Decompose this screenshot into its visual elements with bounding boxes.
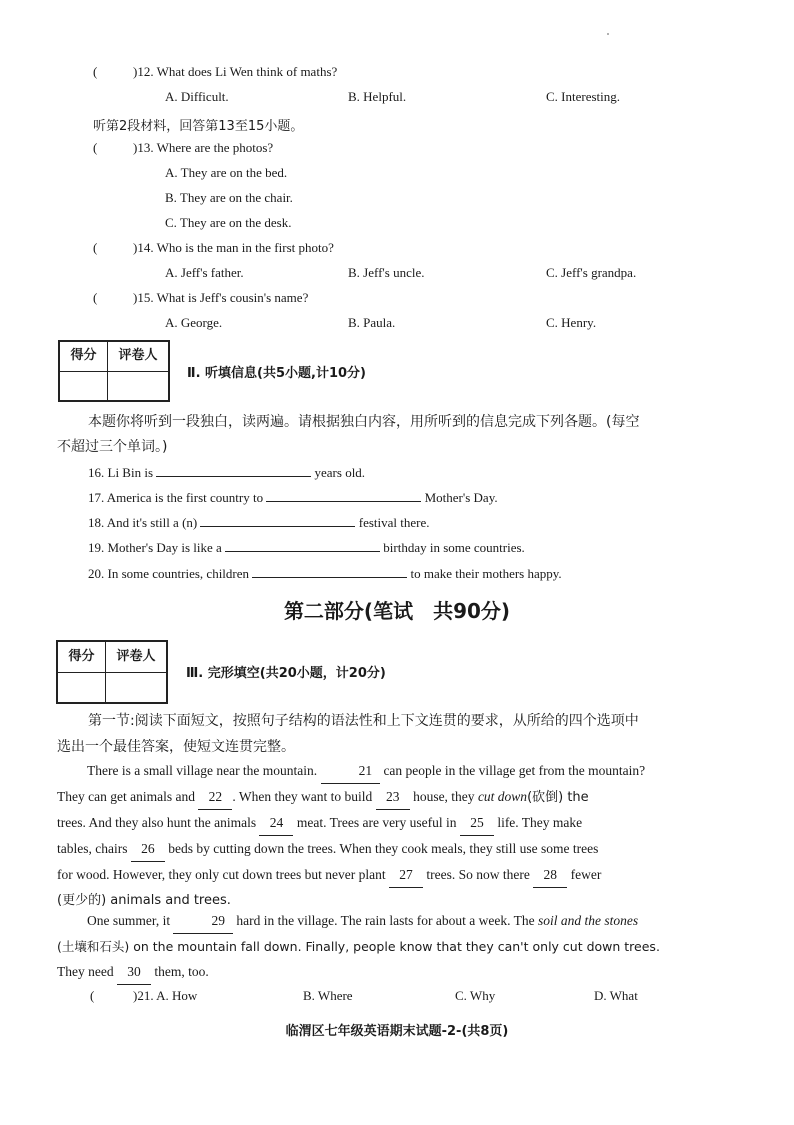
option-14b: B. Jeff's uncle. (348, 265, 425, 280)
cloze-blank-24[interactable]: 24 (259, 810, 293, 836)
score-box (58, 340, 170, 402)
question-15: )15. What is Jeff's cousin's name? (133, 290, 309, 305)
page-footer: 临渭区七年级英语期末试题-2-(共8页) (285, 1024, 509, 1039)
cloze-blank-22[interactable]: 22 (198, 784, 232, 810)
option-13a: A. They are on the bed. (165, 165, 288, 180)
option-12b: B. Helpful. (348, 89, 407, 104)
score-field[interactable] (58, 673, 106, 702)
part-2-instruction: 本题你将听到一段独白，读两遍。请根据独白内容，用所听到的信息完成下列各题。(每空 (88, 414, 640, 430)
passage-line: trees. And they also hunt the animals 24 meat. Trees are very useful in 25 life. They make (57, 810, 715, 836)
passage-line: There is a small village near the mountain. 21 can people in the village get from the mountain? (57, 758, 715, 784)
cloze-blank-26[interactable]: 26 (131, 836, 165, 862)
passage-line: They can get animals and 22 . When they want to build 23 house, they cut down(砍倒) the (57, 784, 715, 810)
answer-blank-16[interactable] (156, 462, 311, 477)
question-13: )13. Where are the photos? (133, 140, 274, 155)
question-20: 20. In some countries, children to make their mothers happy. (88, 563, 562, 582)
passage-line: They need 30 them, too. (57, 959, 715, 985)
part-3-instruction-cont: 选出一个最佳答案，使短文连贯完整。 (57, 739, 295, 755)
cloze-blank-21[interactable]: 21 (321, 758, 381, 784)
score-label: 得分 (60, 342, 108, 372)
answer-blank-19[interactable] (225, 537, 380, 552)
passage-line: One summer, it 29 hard in the village. The rain lasts for about a week. The soil and the stones (57, 908, 715, 934)
option-14c: C. Jeff's grandpa. (546, 265, 637, 280)
option-21b: B. Where (303, 988, 353, 1003)
question-18: 18. And it's still a (n) festival there. (88, 512, 429, 531)
question-17: 17. America is the first country to Mother's Day. (88, 487, 498, 506)
question-19: 19. Mother's Day is like a birthday in some countries. (88, 537, 525, 556)
answer-paren: ( (93, 240, 98, 255)
option-15b: B. Paula. (348, 315, 396, 330)
option-14a: A. Jeff's father. (165, 265, 244, 280)
passage-line: (土壤和石头) on the mountain fall down. Finally, people know that they can't only cut down trees. (57, 939, 660, 954)
question-16: 16. Li Bin is years old. (88, 462, 365, 481)
section-2-intro: 听第2段材料，回答第13至15小题。 (93, 119, 304, 134)
part-2-instruction-cont: 不超过三个单词。) (57, 439, 168, 455)
option-13b: B. They are on the chair. (165, 190, 293, 205)
answer-blank-20[interactable] (252, 563, 407, 578)
grader-label: 评卷人 (106, 642, 166, 673)
cloze-paragraph-1 (57, 758, 715, 913)
cloze-blank-29[interactable]: 29 (173, 908, 233, 934)
score-label: 得分 (58, 642, 106, 673)
answer-paren: ( (93, 290, 98, 305)
cloze-blank-23[interactable]: 23 (376, 784, 410, 810)
passage-line: for wood. However, they only cut down trees but never plant 27 trees. So now there 28 fewer (57, 862, 715, 888)
cloze-blank-27[interactable]: 27 (389, 862, 423, 888)
question-12: )12. What does Li Wen think of maths? (133, 64, 338, 79)
cloze-blank-25[interactable]: 25 (460, 810, 494, 836)
cloze-blank-30[interactable]: 30 (117, 959, 151, 985)
score-field[interactable] (60, 372, 108, 400)
answer-blank-18[interactable] (200, 512, 355, 527)
answer-blank-17[interactable] (266, 487, 421, 502)
written-part-title: 第二部分(笔试 共90分) (283, 599, 511, 623)
grader-label: 评卷人 (108, 342, 168, 372)
answer-paren: ( (90, 988, 95, 1003)
grader-field[interactable] (106, 673, 166, 702)
question-14: )14. Who is the man in the first photo? (133, 240, 334, 255)
cloze-paragraph-2 (57, 908, 715, 985)
question-21: )21. A. How (133, 988, 198, 1003)
passage-line: tables, chairs 26 beds by cutting down the trees. When they cook meals, they still use some trees (57, 836, 715, 862)
option-21c: C. Why (455, 988, 496, 1003)
part-2-title: Ⅱ. 听填信息(共5小题,计10分) (187, 366, 366, 381)
option-15c: C. Henry. (546, 315, 597, 330)
answer-paren: ( (93, 140, 98, 155)
option-21d: D. What (594, 988, 638, 1003)
option-13c: C. They are on the desk. (165, 215, 292, 230)
part-3-title: Ⅲ. 完形填空(共20小题，计20分) (186, 666, 386, 681)
answer-paren: ( (93, 64, 98, 79)
part-3-instruction: 第一节:阅读下面短文，按照句子结构的语法性和上下文连贯的要求，从所给的四个选项中 (88, 713, 639, 729)
option-12a: A. Difficult. (165, 89, 229, 104)
passage-line: (更少的) animals and trees. (57, 893, 231, 908)
scan-speck (607, 33, 609, 35)
option-12c: C. Interesting. (546, 89, 621, 104)
cloze-blank-28[interactable]: 28 (533, 862, 567, 888)
grader-field[interactable] (108, 372, 168, 400)
score-box (56, 640, 168, 704)
option-15a: A. George. (165, 315, 223, 330)
